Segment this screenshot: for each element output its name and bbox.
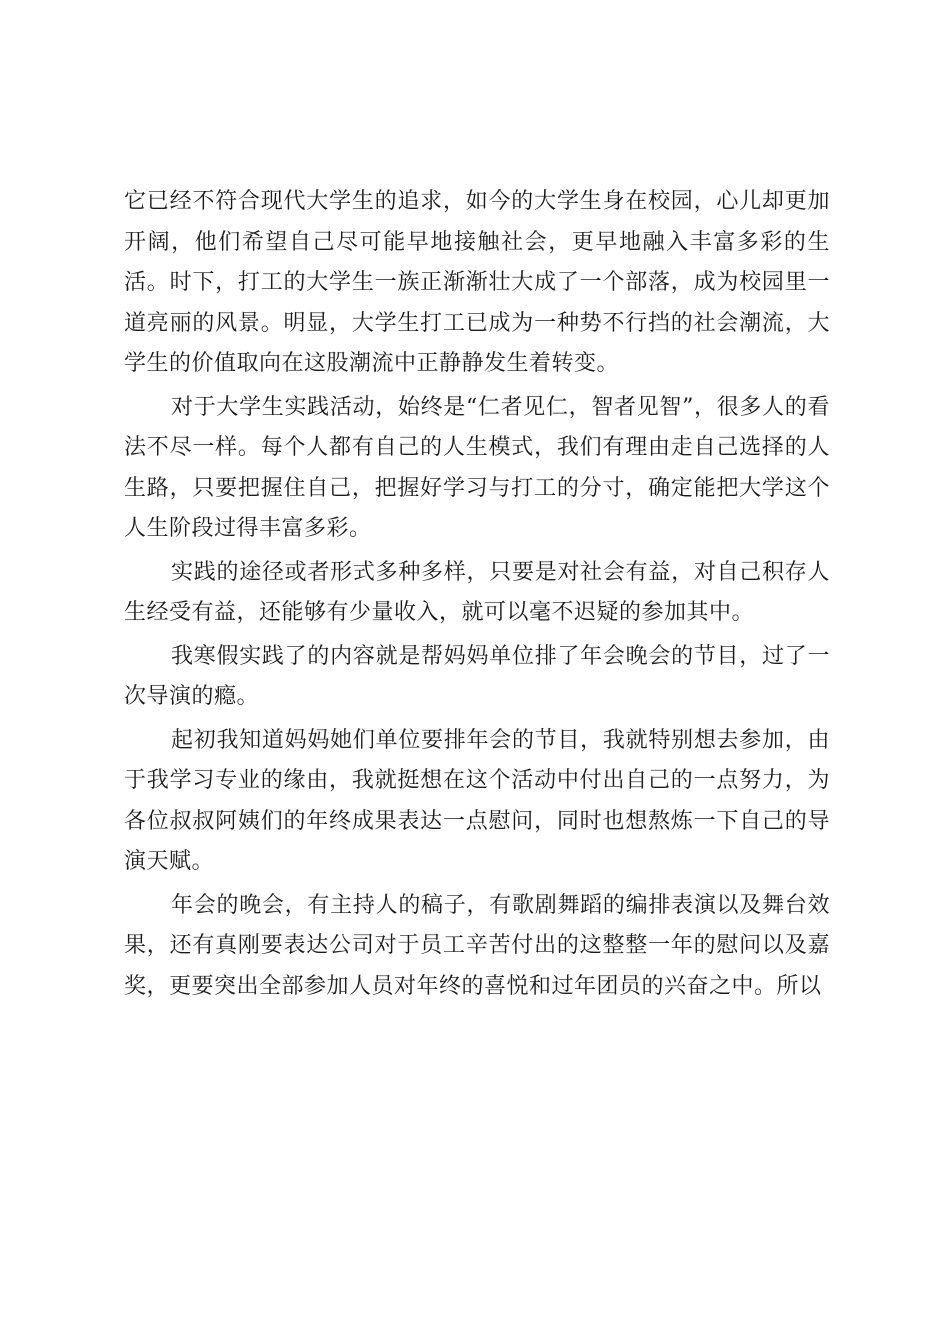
- paragraph-2: 对于大学生实践活动，始终是“仁者见仁，智者见智”，很多人的看法不尽一样。每个人都有自己的人生模式，我们有理由走自己选择的人生路，只要把握住自己，把握好学习与打工的分寸，确定能把大学这个人生阶段过得丰富多彩。: [124, 394, 830, 541]
- paragraph-4: 我寒假实践了的内容就是帮妈妈单位排了年会晚会的节目，过了一次导演的瘾。: [124, 643, 830, 709]
- paragraph-5: 起初我知道妈妈她们单位要排年会的节目，我就特别想去参加，由于我学习专业的缘由，我就挺想在这个活动中付出自己的一点努力，为各位叔叔阿姨们的年终成果表达一点慰问，同时也想熬炼一下自己的导演天赋。: [124, 727, 830, 874]
- paragraph-3: 实践的途径或者形式多种多样，只要是对社会有益，对自己积存人生经受有益，还能够有少量收入，就可以毫不迟疑的参加其中。: [124, 559, 830, 625]
- paragraph-1: 它已经不符合现代大学生的追求，如今的大学生身在校园，心儿却更加开阔，他们希望自己尽可能早地接触社会，更早地融入丰富多彩的生活。时下，打工的大学生一族正渐渐壮大成了一个部落，成为校园里一道亮丽的风景。明显，大学生打工已成为一种势不行挡的社会潮流，大学生的价值取向在这股潮流中正静静发生着转变。: [124, 189, 830, 376]
- paragraph-6: 年会的晚会，有主持人的稿子，有歌剧舞蹈的编排表演以及舞台效果，还有真刚要表达公司对于员工辛苦付出的这整整一年的慰问以及嘉奖，更要突出全部参加人员对年终的喜悦和过年团员的兴奋之中。所以: [124, 892, 830, 999]
- document-body: [124, 182, 830, 1007]
